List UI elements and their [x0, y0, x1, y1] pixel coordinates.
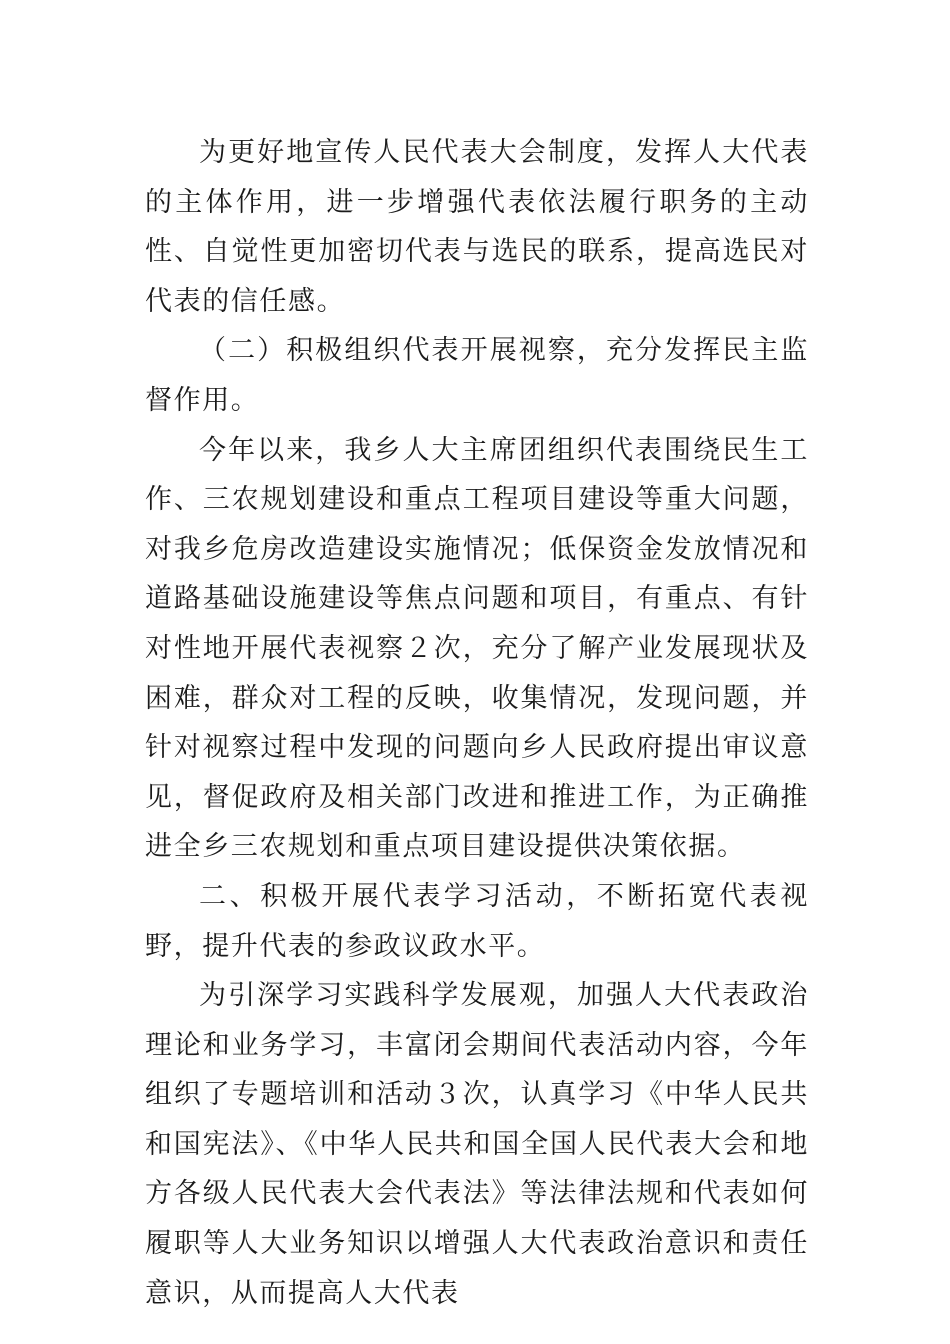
- paragraph-intro: 为更好地宣传人民代表大会制度，发挥人大代表的主体作用，进一步增强代表依法履行职务的主动性、自觉性更加密切代表与选民的联系，提高选民对代表的信任感。: [145, 137, 809, 317]
- section-heading-study: 二、积极开展代表学习活动，不断拓宽代表视野，提升代表的参政议政水平。: [145, 880, 809, 962]
- paragraph-study: 为引深学习实践科学发展观，加强人大代表政治理论和业务学习，丰富闭会期间代表活动内容，今年组织了专题培训和活动３次，认真学习《中华人民共和国宪法》、《中华人民共和国全国人民代表大会和地方各级人民代表大会代表法》等法律法规和代表如何履职等人大业务知识以增强人大代表政治意识和责任意识，从而提高人大代表: [145, 980, 809, 1309]
- section-heading-inspection: （二）积极组织代表开展视察，充分发挥民主监督作用。: [145, 335, 809, 416]
- body-text: [145, 128, 809, 1318]
- paragraph-inspection: 今年以来，我乡人大主席团组织代表围绕民生工作、三农规划建设和重点工程项目建设等重大问题，对我乡危房改造建设实施情况；低保资金发放情况和道路基础设施建设等焦点问题和项目，有重点、有针对性地开展代表视察２次，充分了解产业发展现状及困难，群众对工程的反映，收集情况，发现问题，并针对视察过程中发现的问题向乡人民政府提出审议意见，督促政府及相关部门改进和推进工作，为正确推进全乡三农规划和重点项目建设提供决策依据。: [145, 434, 809, 863]
